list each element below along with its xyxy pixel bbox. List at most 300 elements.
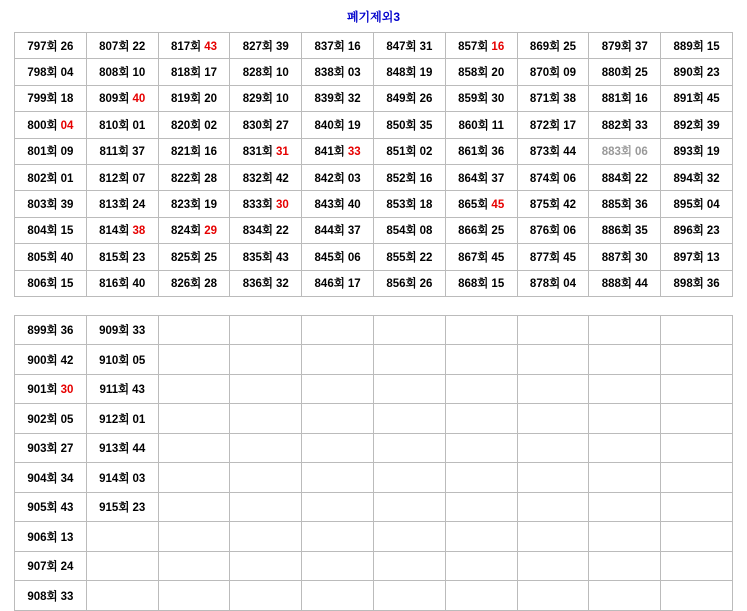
draw-number: 27 <box>60 443 74 456</box>
table-row <box>15 191 733 217</box>
table-cell-draw <box>15 551 87 581</box>
table-cell-draw <box>15 270 87 296</box>
draw-number: 16 <box>419 172 433 185</box>
table-cell-empty <box>86 551 158 581</box>
table-cell-draw <box>86 138 158 164</box>
table-cell-empty <box>589 463 661 493</box>
table-cell-empty <box>158 404 230 434</box>
draw-number: 43 <box>132 384 145 397</box>
draw-entry <box>243 90 289 106</box>
table-cell-draw <box>445 59 517 85</box>
table-cell-draw <box>158 85 230 111</box>
draw-entry <box>315 222 361 238</box>
table-row <box>15 164 733 190</box>
draw-label: 802회 <box>27 172 58 185</box>
table-cell-draw <box>15 191 87 217</box>
draw-number: 30 <box>635 251 648 264</box>
table-cell-draw <box>86 191 158 217</box>
draw-entry <box>315 90 361 106</box>
draw-label: 803회 <box>27 199 58 212</box>
table-cell-draw <box>230 244 302 270</box>
draw-label: 907회 <box>27 561 58 574</box>
draw-label: 813회 <box>99 199 130 212</box>
draw-label: 830회 <box>242 119 274 132</box>
draw-entry <box>530 64 576 80</box>
draw-number: 26 <box>419 278 433 291</box>
draw-label: 874회 <box>529 172 561 185</box>
table-cell-empty <box>230 492 302 522</box>
table-cell-empty <box>230 433 302 463</box>
draw-entry <box>27 588 73 604</box>
table-cell-draw <box>302 244 374 270</box>
table-cell-empty <box>445 433 517 463</box>
draw-number: 44 <box>635 278 648 291</box>
draw-label: 910회 <box>99 354 130 367</box>
draw-label: 847회 <box>386 40 417 53</box>
draw-label: 864회 <box>458 172 489 185</box>
table-cell-draw <box>373 191 445 217</box>
table-cell-draw <box>661 217 733 243</box>
draw-number: 02 <box>204 119 218 132</box>
draw-label: 865회 <box>458 199 489 212</box>
draw-number: 15 <box>491 278 505 291</box>
draw-label: 816회 <box>99 278 130 291</box>
table-row <box>15 522 733 552</box>
table-cell-draw <box>86 433 158 463</box>
draw-number: 25 <box>635 67 648 80</box>
table-cell-draw <box>445 244 517 270</box>
table-cell-draw <box>302 217 374 243</box>
top-table-container <box>14 32 733 297</box>
draw-entry <box>674 275 720 291</box>
draw-label: 852회 <box>386 172 417 185</box>
table-cell-draw <box>86 404 158 434</box>
table-cell-empty <box>373 551 445 581</box>
draw-number: 18 <box>419 199 433 212</box>
draw-label: 894회 <box>673 172 704 185</box>
table-cell-draw <box>15 164 87 190</box>
draw-label: 892회 <box>673 119 704 132</box>
draw-entry <box>99 440 145 456</box>
draw-number: 45 <box>563 251 577 264</box>
table-cell-empty <box>373 345 445 375</box>
draw-entry <box>674 170 720 186</box>
draw-number: 36 <box>491 146 505 159</box>
draw-entry <box>243 196 289 212</box>
draw-label: 893회 <box>673 146 704 159</box>
table-cell-empty <box>517 551 589 581</box>
table-cell-empty <box>661 345 733 375</box>
draw-label: 867회 <box>458 251 489 264</box>
table-cell-draw <box>86 112 158 138</box>
draw-label: 859회 <box>458 93 489 106</box>
table-row <box>15 374 733 404</box>
draw-number: 32 <box>706 172 720 185</box>
table-cell-draw <box>373 164 445 190</box>
table-cell-empty <box>661 433 733 463</box>
draw-label: 860회 <box>458 119 489 132</box>
draw-number: 19 <box>419 67 433 80</box>
draw-number: 39 <box>276 40 289 53</box>
draw-label: 844회 <box>314 225 345 238</box>
draw-label: 857회 <box>458 40 489 53</box>
draw-entry <box>243 275 289 291</box>
table-cell-draw <box>589 138 661 164</box>
draw-label: 882회 <box>601 119 633 132</box>
table-cell-draw <box>517 164 589 190</box>
table-cell-empty <box>517 581 589 611</box>
table-cell-empty <box>517 374 589 404</box>
table-cell-draw <box>661 244 733 270</box>
draw-label: 824회 <box>170 225 202 238</box>
table-cell-empty <box>158 433 230 463</box>
draw-number: 32 <box>347 93 361 106</box>
draw-entry <box>171 170 217 186</box>
table-cell-draw <box>373 85 445 111</box>
draw-entry <box>99 322 145 338</box>
table-cell-draw <box>445 270 517 296</box>
draw-label: 848회 <box>386 67 417 80</box>
draw-number: 01 <box>60 172 74 185</box>
table-cell-draw <box>230 59 302 85</box>
draw-entry <box>674 117 720 133</box>
table-row <box>15 217 733 243</box>
table-cell-draw <box>517 270 589 296</box>
draw-entry <box>315 249 361 265</box>
table-cell-draw <box>158 138 230 164</box>
draw-entry <box>602 90 648 106</box>
draw-label: 871회 <box>529 93 561 106</box>
table-cell-empty <box>517 492 589 522</box>
table-cell-empty <box>589 551 661 581</box>
draw-entry <box>458 275 504 291</box>
table-cell-draw <box>302 33 374 59</box>
draw-number: 32 <box>276 278 289 291</box>
draw-number: 15 <box>60 278 74 291</box>
draw-entry <box>386 117 432 133</box>
table-row <box>15 315 733 345</box>
draw-entry <box>27 499 73 515</box>
draw-label: 858회 <box>458 67 489 80</box>
table-cell-empty <box>661 581 733 611</box>
draw-number: 37 <box>347 225 361 238</box>
table-cell-empty <box>589 404 661 434</box>
draw-label: 849회 <box>386 93 417 106</box>
draw-number: 22 <box>635 172 648 185</box>
draw-label: 799회 <box>27 93 58 106</box>
draw-entry <box>602 170 648 186</box>
draw-number: 44 <box>563 146 577 159</box>
draw-number: 09 <box>60 146 74 159</box>
table-cell-empty <box>445 315 517 345</box>
draw-number: 30 <box>491 93 505 106</box>
table-cell-draw <box>158 33 230 59</box>
draw-entry <box>27 381 73 397</box>
table-cell-draw <box>589 85 661 111</box>
table-cell-draw <box>86 244 158 270</box>
draw-label: 806회 <box>27 278 58 291</box>
draw-label: 812회 <box>99 172 130 185</box>
table-cell-empty <box>158 551 230 581</box>
draw-number: 45 <box>491 199 505 212</box>
draw-entry <box>315 170 361 186</box>
draw-label: 856회 <box>386 278 417 291</box>
table-cell-draw <box>302 164 374 190</box>
table-cell-empty <box>230 404 302 434</box>
draw-entry <box>674 90 720 106</box>
draw-number: 15 <box>706 40 720 53</box>
table-row <box>15 33 733 59</box>
draw-label: 861회 <box>458 146 489 159</box>
table-cell-draw <box>15 374 87 404</box>
draw-number: 03 <box>347 172 361 185</box>
draw-number: 36 <box>706 278 720 291</box>
draw-entry <box>27 249 73 265</box>
draw-label: 890회 <box>673 67 704 80</box>
table-cell-draw <box>445 217 517 243</box>
table-cell-empty <box>302 433 374 463</box>
draw-label: 914회 <box>99 472 130 485</box>
table-cell-draw <box>230 112 302 138</box>
table-cell-empty <box>661 522 733 552</box>
draw-label: 877회 <box>529 251 561 264</box>
draw-entry <box>458 64 504 80</box>
draw-entry <box>386 143 432 159</box>
draw-entry <box>27 196 73 212</box>
draw-label: 814회 <box>99 225 130 238</box>
table-cell-empty <box>158 345 230 375</box>
table-cell-draw <box>661 112 733 138</box>
draw-entry <box>171 64 217 80</box>
draw-label: 807회 <box>99 40 130 53</box>
draw-label: 900회 <box>27 354 58 367</box>
draw-label: 800회 <box>27 119 58 132</box>
table-cell-empty <box>517 345 589 375</box>
draw-label: 834회 <box>242 225 274 238</box>
draw-entry <box>243 38 289 54</box>
table-cell-empty <box>589 433 661 463</box>
draw-entry <box>458 143 504 159</box>
table-cell-empty <box>589 581 661 611</box>
draw-entry <box>99 38 145 54</box>
table-cell-draw <box>373 138 445 164</box>
draw-label: 898회 <box>673 278 704 291</box>
table-cell-empty <box>230 374 302 404</box>
draw-entry <box>458 117 503 133</box>
table-cell-empty <box>589 492 661 522</box>
draw-number: 37 <box>635 40 648 53</box>
table-cell-draw <box>517 33 589 59</box>
draw-label: 911회 <box>99 384 130 397</box>
draw-entry <box>530 170 576 186</box>
draw-entry <box>674 64 720 80</box>
draw-number: 43 <box>276 251 289 264</box>
draw-number: 09 <box>563 67 577 80</box>
table-cell-empty <box>158 463 230 493</box>
draw-number: 16 <box>347 40 361 53</box>
draw-entry <box>27 411 73 427</box>
table-cell-empty <box>445 404 517 434</box>
draw-entry <box>530 196 576 212</box>
table-row <box>15 244 733 270</box>
table-cell-draw <box>445 33 517 59</box>
draw-entry <box>386 170 432 186</box>
draw-label: 841회 <box>314 146 345 159</box>
table-cell-empty <box>445 492 517 522</box>
table-cell-empty <box>373 492 445 522</box>
table-row <box>15 581 733 611</box>
table-cell-draw <box>15 85 87 111</box>
table-cell-draw <box>517 191 589 217</box>
draw-label: 906회 <box>27 531 58 544</box>
draw-entry <box>386 90 432 106</box>
table-cell-draw <box>15 463 87 493</box>
table-row <box>15 433 733 463</box>
table-cell-draw <box>86 270 158 296</box>
table-cell-draw <box>661 164 733 190</box>
draw-label: 798회 <box>27 67 58 80</box>
draw-label: 885회 <box>601 199 633 212</box>
draw-entry <box>171 222 217 238</box>
draw-entry <box>458 222 504 238</box>
draw-number: 25 <box>491 225 505 238</box>
draw-label: 823회 <box>170 199 202 212</box>
table-cell-draw <box>158 164 230 190</box>
draw-entry <box>530 275 576 291</box>
table-row <box>15 345 733 375</box>
table-row <box>15 112 733 138</box>
table-cell-empty <box>158 374 230 404</box>
draw-label: 819회 <box>170 93 202 106</box>
draw-number: 03 <box>347 67 361 80</box>
draw-number: 10 <box>276 67 289 80</box>
draw-label: 797회 <box>27 40 58 53</box>
draw-label: 905회 <box>27 502 58 515</box>
draw-number: 01 <box>132 119 146 132</box>
draw-label: 897회 <box>673 251 704 264</box>
draw-label: 908회 <box>27 590 58 603</box>
draw-label: 805회 <box>27 251 58 264</box>
draw-label: 828회 <box>242 67 274 80</box>
draw-label: 878회 <box>529 278 561 291</box>
draw-label: 881회 <box>601 93 633 106</box>
draw-label: 809회 <box>99 93 130 106</box>
table-cell-empty <box>517 522 589 552</box>
draw-number: 17 <box>347 278 361 291</box>
draw-entry <box>27 275 73 291</box>
draw-entry <box>458 90 504 106</box>
draw-label: 896회 <box>673 225 704 238</box>
draw-label: 895회 <box>673 199 704 212</box>
draw-label: 913회 <box>99 443 130 456</box>
draw-entry <box>99 222 145 238</box>
draw-entry <box>674 143 720 159</box>
table-cell-draw <box>661 33 733 59</box>
draw-entry <box>315 117 361 133</box>
draw-number: 42 <box>60 354 74 367</box>
draw-number: 26 <box>419 93 433 106</box>
table-cell-draw <box>230 217 302 243</box>
table-cell-empty <box>302 551 374 581</box>
table-cell-empty <box>302 463 374 493</box>
draw-entry <box>315 196 361 212</box>
draw-number: 07 <box>132 172 146 185</box>
table-cell-draw <box>15 433 87 463</box>
table-cell-empty <box>302 315 374 345</box>
draw-label: 837회 <box>314 40 345 53</box>
draw-entry <box>171 117 217 133</box>
table-cell-empty <box>445 345 517 375</box>
draw-label: 817회 <box>170 40 202 53</box>
draw-number: 10 <box>276 93 289 106</box>
draw-label: 842회 <box>314 172 345 185</box>
table-cell-empty <box>302 492 374 522</box>
draw-entry <box>99 196 145 212</box>
draw-entry <box>27 143 73 159</box>
draw-label: 822회 <box>170 172 202 185</box>
table-cell-empty <box>661 374 733 404</box>
table-cell-empty <box>158 492 230 522</box>
draw-number: 13 <box>706 251 720 264</box>
draw-number: 06 <box>563 172 577 185</box>
draw-label: 810회 <box>99 119 130 132</box>
draw-label: 855회 <box>386 251 417 264</box>
draw-label: 811회 <box>99 146 130 159</box>
table-cell-draw <box>86 345 158 375</box>
draw-number: 33 <box>347 146 361 159</box>
table-cell-draw <box>230 270 302 296</box>
draw-number: 02 <box>419 146 433 159</box>
draw-number: 23 <box>706 67 720 80</box>
draw-entry <box>458 249 504 265</box>
draw-number: 22 <box>276 225 289 238</box>
draw-number: 35 <box>419 119 433 132</box>
draw-entry <box>171 90 217 106</box>
draw-number: 19 <box>347 119 361 132</box>
draw-entry <box>674 38 720 54</box>
draw-number: 40 <box>132 93 146 106</box>
table-cell-empty <box>373 581 445 611</box>
table-cell-draw <box>445 85 517 111</box>
draw-number: 40 <box>347 199 361 212</box>
draw-number: 38 <box>563 93 577 106</box>
draw-results-table-bottom <box>14 315 733 611</box>
draw-entry <box>171 196 217 212</box>
draw-entry <box>27 529 73 545</box>
table-cell-empty <box>302 374 374 404</box>
draw-label: 884회 <box>601 172 633 185</box>
draw-number: 13 <box>60 531 74 544</box>
draw-label: 804회 <box>27 225 58 238</box>
draw-label: 880회 <box>601 67 633 80</box>
table-cell-draw <box>15 138 87 164</box>
table-cell-draw <box>15 112 87 138</box>
draw-label: 854회 <box>386 225 417 238</box>
table-cell-empty <box>373 433 445 463</box>
draw-label: 826회 <box>170 278 202 291</box>
draw-entry <box>602 196 648 212</box>
table-cell-draw <box>230 164 302 190</box>
table-cell-draw <box>158 270 230 296</box>
table-row <box>15 59 733 85</box>
draw-number: 20 <box>491 67 505 80</box>
table-cell-draw <box>517 138 589 164</box>
table-cell-draw <box>517 59 589 85</box>
table-cell-draw <box>589 244 661 270</box>
draw-number: 28 <box>204 172 218 185</box>
draw-entry <box>99 411 145 427</box>
draw-entry <box>27 170 73 186</box>
